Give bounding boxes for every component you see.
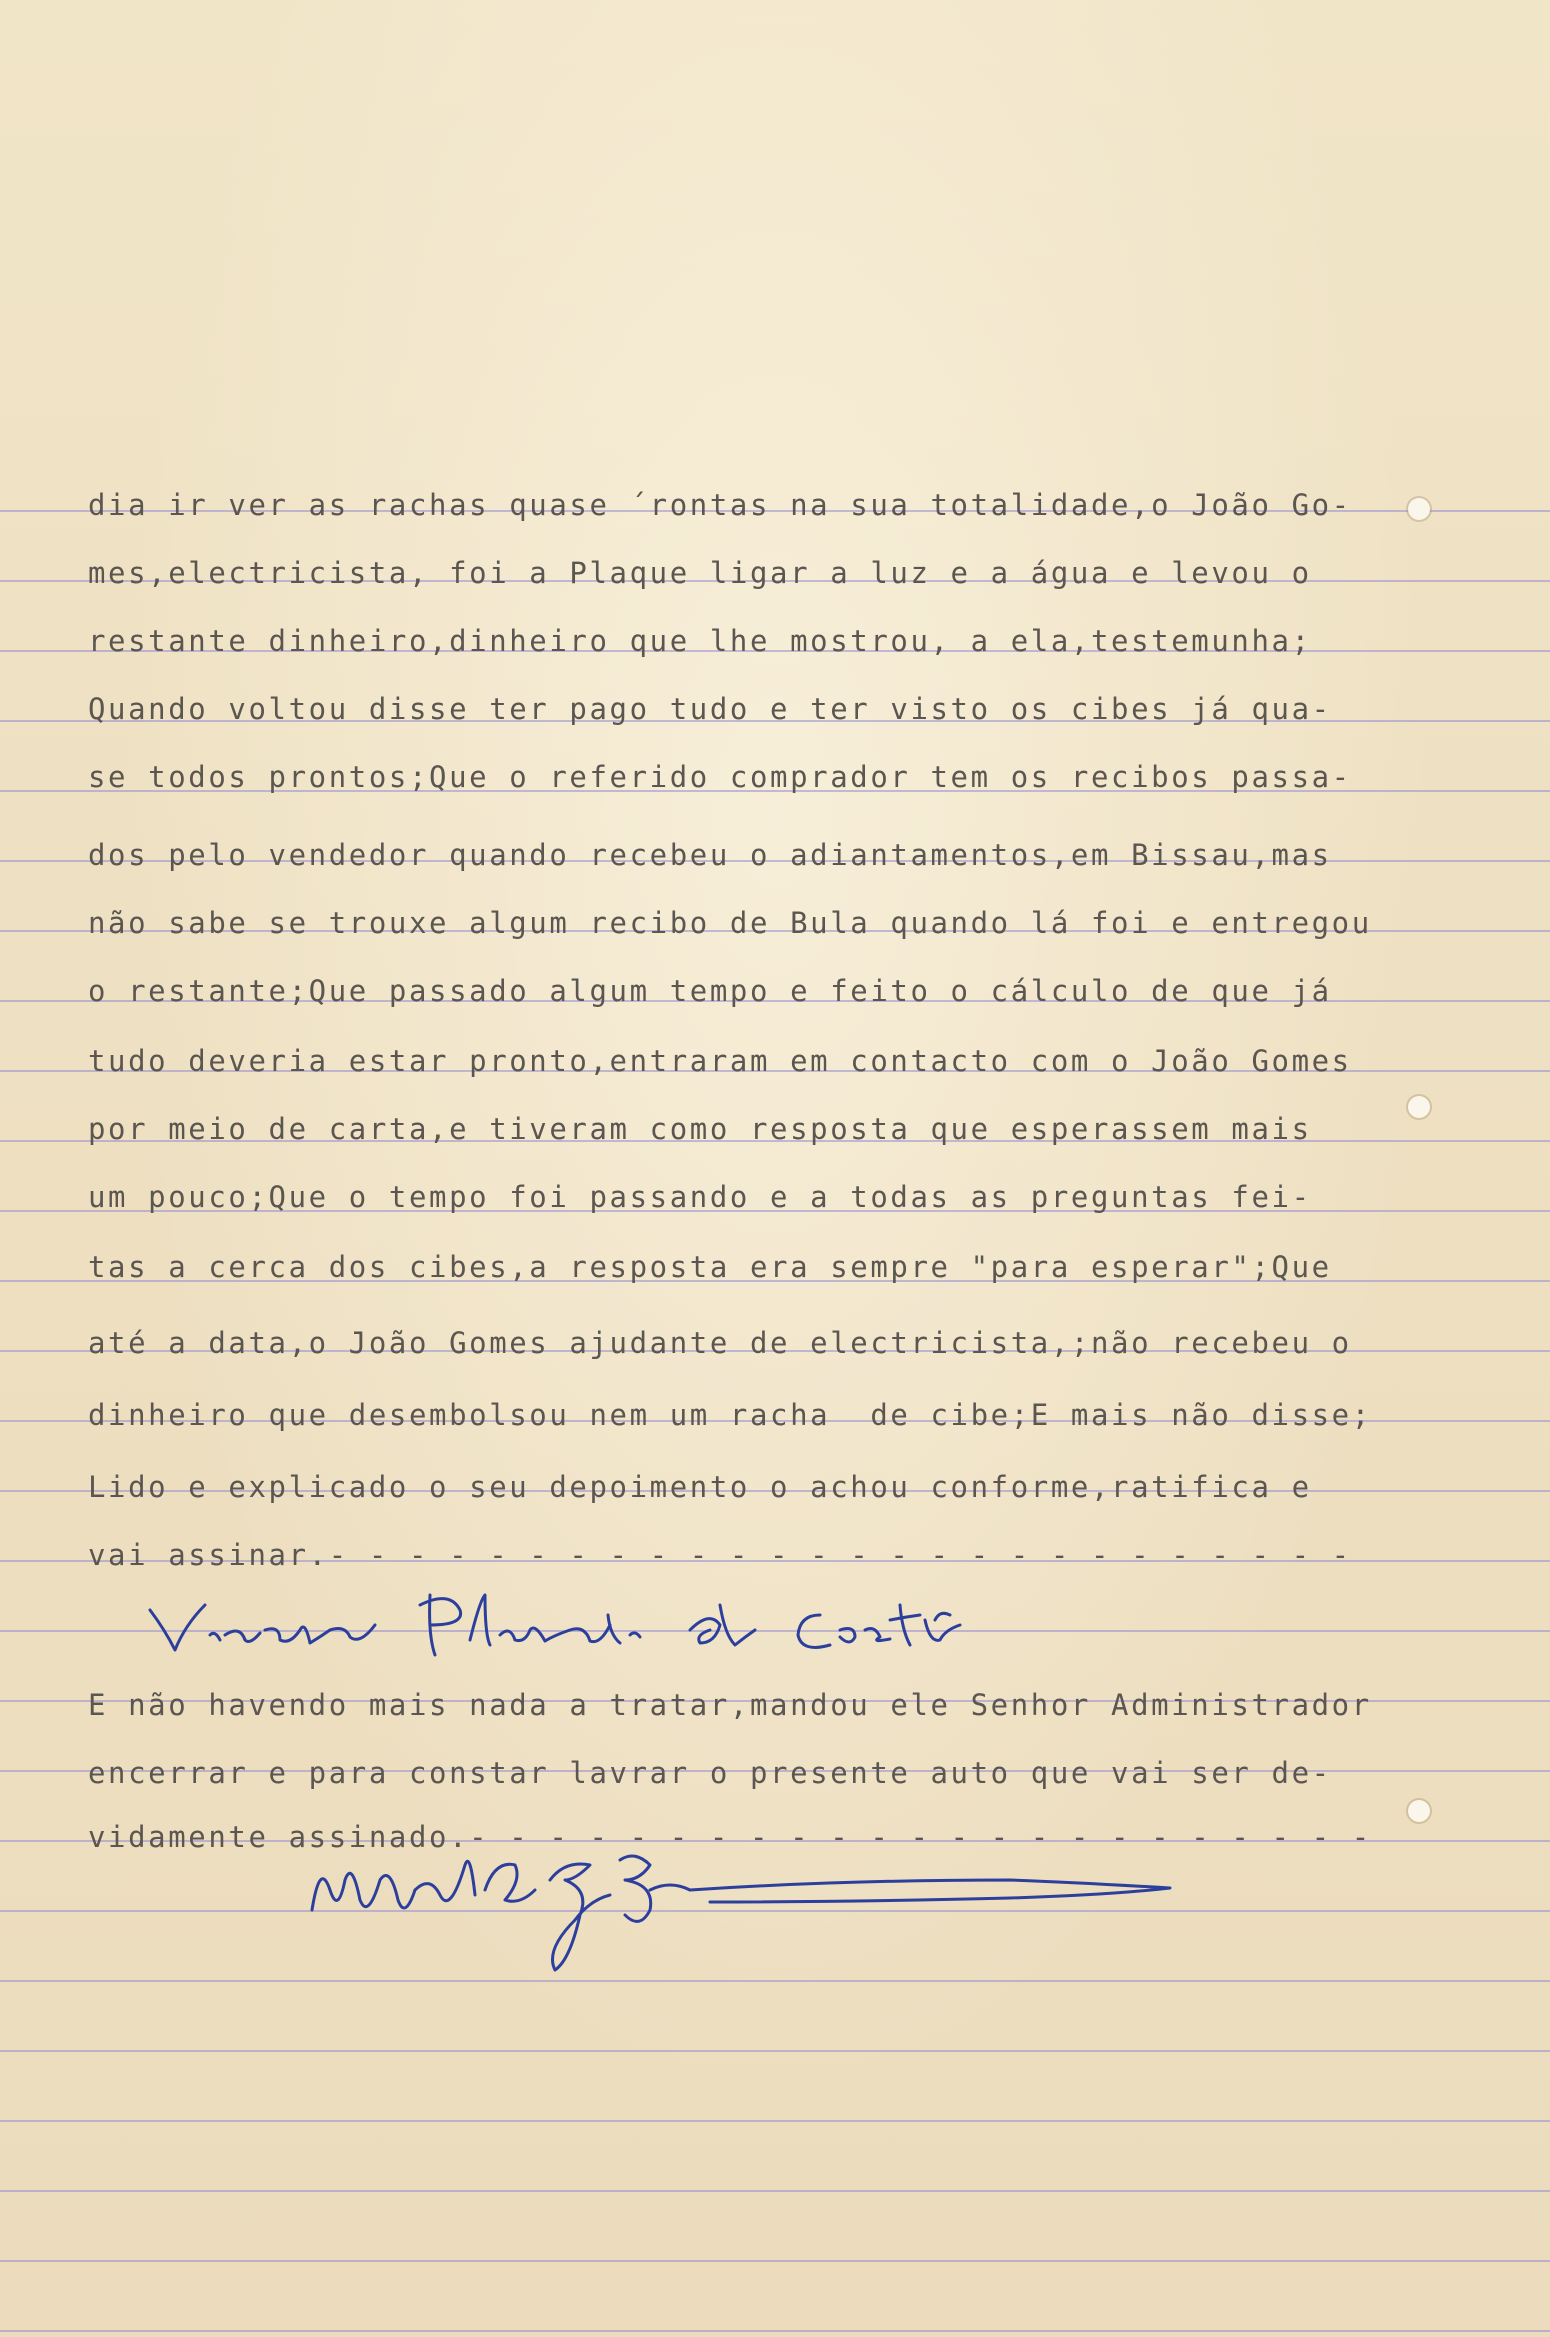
- punch-hole: [1408, 1800, 1430, 1822]
- ruled-line: [0, 1980, 1550, 1982]
- ruled-line: [0, 2190, 1550, 2192]
- typed-line: um pouco;Que o tempo foi passando e a todas as preguntas fei-: [88, 1180, 1312, 1214]
- typed-line: não sabe se trouxe algum recibo de Bula quando lá foi e entregou: [88, 906, 1372, 940]
- typed-line: vidamente assinado.- - - - - - - - - - - - - - - - - - - - - - -: [88, 1820, 1372, 1854]
- ruled-line: [0, 2330, 1550, 2332]
- typed-line: o restante;Que passado algum tempo e feito o cálculo de que já: [88, 974, 1332, 1008]
- typed-line: por meio de carta,e tiveram como resposta que esperassem mais: [88, 1112, 1312, 1146]
- ruled-line: [0, 2120, 1550, 2122]
- typed-line: Quando voltou disse ter pago tudo e ter visto os cibes já qua-: [88, 692, 1332, 726]
- typed-line: E não havendo mais nada a tratar,mandou ele Senhor Administrador: [88, 1688, 1372, 1722]
- typed-line: encerrar e para constar lavrar o presente auto que vai ser de-: [88, 1756, 1332, 1790]
- signature-witness: [130, 1575, 1030, 1685]
- typed-line: vai assinar.- - - - - - - - - - - - - - - - - - - - - - - - - -: [88, 1538, 1352, 1572]
- typed-line: restante dinheiro,dinheiro que lhe mostrou, a ela,testemunha;: [88, 624, 1312, 658]
- ruled-line: [0, 2050, 1550, 2052]
- typed-line: mes,electricista, foi a Plaque ligar a luz e a água e levou o: [88, 556, 1312, 590]
- ruled-line: [0, 2260, 1550, 2262]
- typed-line: dia ir ver as rachas quase ´rontas na sua totalidade,o João Go-: [88, 488, 1352, 522]
- typed-line: até a data,o João Gomes ajudante de electricista,;não recebeu o: [88, 1326, 1352, 1360]
- typed-line: tudo deveria estar pronto,entraram em contacto com o João Gomes: [88, 1044, 1352, 1078]
- typed-line: se todos prontos;Que o referido comprador tem os recibos passa-: [88, 760, 1352, 794]
- typed-line: tas a cerca dos cibes,a resposta era sempre "para esperar";Que: [88, 1250, 1332, 1284]
- punch-hole: [1408, 498, 1430, 520]
- typed-line: Lido e explicado o seu depoimento o achou conforme,ratifica e: [88, 1470, 1312, 1504]
- typed-line: dos pelo vendedor quando recebeu o adiantamentos,em Bissau,mas: [88, 838, 1332, 872]
- signature-administrator: [290, 1820, 1190, 1980]
- punch-hole: [1408, 1096, 1430, 1118]
- typed-line: dinheiro que desembolsou nem um racha de cibe;E mais não disse;: [88, 1398, 1372, 1432]
